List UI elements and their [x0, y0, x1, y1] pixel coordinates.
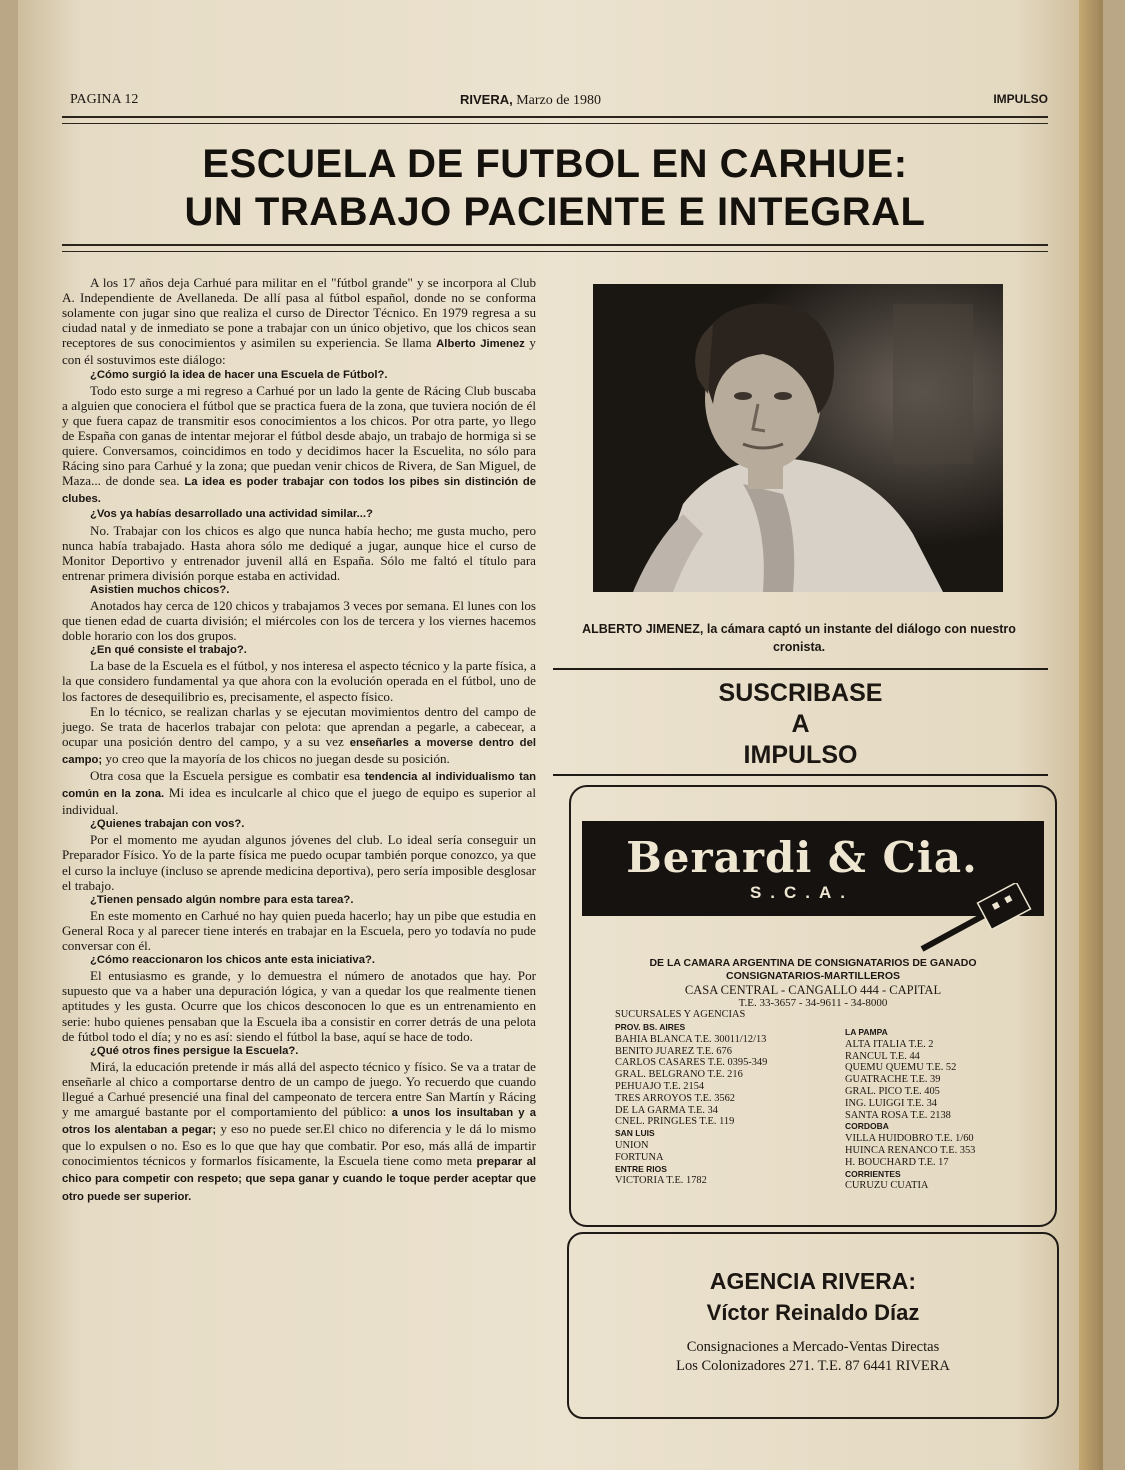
question: Asistien muchos chicos?.: [90, 583, 230, 596]
branch-entry: QUEMU QUEMU T.E. 52: [845, 1062, 957, 1074]
region-heading: CORDOBA: [845, 1121, 889, 1132]
photo-caption: [560, 620, 1038, 656]
branch-entry: BENITO JUAREZ T.E. 676: [615, 1045, 732, 1057]
divider: [553, 774, 1048, 776]
subscribe-line-2: A: [791, 710, 810, 738]
caption-name: ALBERTO JIMENEZ,: [582, 622, 704, 636]
paper-edge: [1079, 0, 1103, 1470]
region-heading: CORRIENTES: [845, 1168, 901, 1179]
branch-entry: DE LA GARMA T.E. 34: [615, 1104, 718, 1116]
answer-text: Otra cosa que la Escuela persigue es combatir esa: [90, 768, 361, 783]
question: ¿Vos ya habías desarrollado una actividad similar...?: [90, 508, 373, 521]
agency-details: [569, 1338, 1057, 1376]
branches-heading: SUCURSALES Y AGENCIAS: [615, 1009, 746, 1020]
branch-entry: VICTORIA T.E. 1782: [615, 1175, 707, 1187]
divider: [553, 668, 1048, 670]
portrait-photo: [593, 284, 1003, 592]
branch-entry: GUATRACHE T.E. 39: [845, 1074, 941, 1086]
branch-entry: CARLOS CASARES T.E. 0395-349: [615, 1057, 768, 1069]
agency-title: AGENCIA RIVERA:: [709, 1268, 917, 1294]
answer: La base de la Escuela es el fútbol, y nos interesa el aspecto técnico y la parte física, a la que considero fundamental ya que ahora con la evolución operada en el fútbol, uno de los factores de desequilibrio es, precisamente, el aspecto físico.: [62, 658, 536, 704]
answer-highlight: enseñarles a moverse dentro del campo;: [62, 736, 536, 766]
article-body: [62, 275, 536, 1205]
ad-line: DE LA CAMARA ARGENTINA DE CONSIGNATARIOS DE GANADO: [649, 957, 977, 969]
caption-text: la cámara captó un instante del diálogo con nuestro cronista.: [703, 622, 1016, 654]
agencia-rivera-advertisement: [567, 1232, 1059, 1419]
company-name: Berardi & Cia.: [626, 833, 978, 882]
agency-address: Los Colonizadores 271. T.E. 87 6441 RIVERA: [676, 1358, 950, 1374]
branch-entry: ING. LUIGGI T.E. 34: [845, 1097, 937, 1109]
article-paragraph: [62, 275, 536, 368]
masthead-dateline: [460, 92, 601, 109]
answer-highlight: a unos los insultaban y a otros los alentaban a pegar;: [62, 1107, 537, 1137]
branch-entry: SANTA ROSA T.E. 2138: [845, 1109, 951, 1121]
masthead: [70, 92, 1048, 112]
headline-line-1: ESCUELA DE FUTBOL EN CARHUE:: [202, 142, 908, 186]
answer-text: yo creo que la mayoría de los chicos no juegan desde su posición.: [102, 750, 450, 766]
answer: [62, 1059, 536, 1205]
subscribe-line-3: IMPULSO: [743, 741, 858, 769]
region-heading: ENTRE RIOS: [615, 1163, 667, 1174]
question: ¿Qué otros fines persigue la Escuela?.: [90, 1044, 299, 1057]
answer-highlight: La idea es poder trabajar con todos los pibes sin distinción de clubes.: [62, 476, 536, 506]
headline-rule: [62, 244, 1048, 252]
branch-entry: ALTA ITALIA T.E. 2: [845, 1038, 934, 1050]
answer-text: Mi idea es inculcarle al chico que el juego de equipo es superior al individual.: [62, 785, 537, 818]
subscribe-line-1: SUSCRIBASE: [718, 679, 883, 707]
ad-line: CONSIGNATARIOS-MARTILLEROS: [725, 970, 901, 982]
answer: [62, 383, 536, 508]
article-intro: A los 17 años deja Carhué para militar en el "fútbol grande" y se incorpora al Club A. Independiente de Avellaneda. De allí pasa al fútbol español, donde no se conforma solamente con jugar sino que realiza el curso de Director Técnico. En 1979 regresa a su ciudad natal y de inmediato se pone a trabajar con un único objetivo, que los chicos sean receptores de sus conocimientos y asimilen su experiencia. Se llama: [62, 275, 536, 351]
page-number: PAGINA 12: [70, 92, 139, 107]
answer: Por el momento me ayudan algunos jóvenes del club. Lo ideal sería conseguir un Preparador Físico. Yo de la parte física me puedo ocupar también porque conozco, ya que el curso la incluye (incluso se aprende medicina deportiva), pero sería imposible desglosar el trabajo.: [62, 832, 536, 893]
answer-highlight: preparar al chico para competir con respeto; que sepa ganar y cuando le toque perder aceptar que otro puede ser superior.: [62, 1156, 536, 1203]
answer: [62, 768, 536, 817]
branch-entry: TRES ARROYOS T.E. 3562: [615, 1092, 735, 1104]
branch-entry: VILLA HUIDOBRO T.E. 1/60: [845, 1133, 974, 1145]
gavel-icon: [912, 883, 1042, 953]
masthead-date: Marzo de 1980: [516, 93, 601, 108]
branch-entry: GRAL. PICO T.E. 405: [845, 1085, 940, 1097]
branch-entry: FORTUNA: [615, 1151, 664, 1163]
question: ¿En qué consiste el trabajo?.: [90, 644, 247, 657]
question: ¿Cómo reaccionaron los chicos ante esta iniciativa?.: [90, 954, 376, 967]
company-type: S.C.A.: [749, 883, 855, 902]
ad-address: CASA CENTRAL - CANGALLO 444 - CAPITAL: [684, 983, 942, 997]
branch-entry: UNION: [615, 1139, 649, 1151]
article-intro-end: y con él sostuvimos este diálogo:: [62, 335, 536, 368]
answer-text: y eso no puede ser.El chico no diferencia y le dá lo mismo que lo expulsen o no. Eso es lo que que hay que combatir. Por eso, más allá de impartir conocimientos técnicos y formarlos físicamente, la Escuela tiene como meta: [62, 1121, 536, 1169]
answer: En este momento en Carhué no hay quien pueda hacerlo; hay un pibe que estudia en General Roca y al parecer tiene interés en trabajar en la Escuela, pero yo todavía no pude conversar con él.: [62, 907, 536, 954]
berardi-advertisement: [569, 785, 1057, 1227]
branch-entry: CNEL. PRINGLES T.E. 119: [615, 1116, 735, 1128]
branch-entry: GRAL. BELGRANO T.E. 216: [615, 1069, 743, 1081]
branch-entry: CURUZU CUATIA: [845, 1180, 929, 1192]
ad-phones: T.E. 33-3657 - 34-9611 - 34-8000: [738, 997, 888, 1009]
answer-text: Todo esto surge a mi regreso a Carhué por un lado la gente de Rácing Club buscaba a alguien que conociera el fútbol que se practica fuera de la zona, que tuviera noción de él y que fuera capaz de transmitir esos conocimientos a los chicos. Por otra parte, yo llego de España con ganas de intentar mejorar el fútbol desde abajo, un trabajo de hormiga si se quiere. Conversamos, coincidimos en todo y decidimos hacer la Escuelita, no sólo para Rácing sino para Carhué y la zona; que puedan venir chicos de Rivera, de San Miguel, de Maza... de donde sea.: [62, 382, 536, 489]
berardi-logo: [582, 821, 1044, 916]
agency-services: Consignaciones a Mercado-Ventas Directas: [686, 1339, 940, 1355]
branches-right-column: [845, 1027, 975, 1192]
interviewee-name: Alberto Jimenez: [436, 338, 525, 351]
answer-text: Mirá, la educación pretende ir más allá del aspecto técnico y físico. Se va a tratar de enseñarle al chico a comportarse dentro de un campo de juego. Yo recuerdo que cuando llegué a Carhué presencié una final del campeonato de tercera entre San Martín y Rácing y me amargué bastante por el comportamiento del público:: [62, 1058, 536, 1120]
headline-line-2: UN TRABAJO PACIENTE E INTEGRAL: [184, 190, 926, 234]
branch-entry: H. BOUCHARD T.E. 17: [845, 1156, 949, 1168]
agent-name: Víctor Reinaldo Díaz: [706, 1300, 920, 1325]
masthead-city: RIVERA,: [460, 92, 513, 107]
region-heading: LA PAMPA: [845, 1027, 888, 1037]
answer: [62, 704, 536, 768]
branch-entry: BAHIA BLANCA T.E. 30011/12/13: [615, 1033, 767, 1045]
branches-left-column: [615, 1022, 767, 1187]
branch-entry: RANCUL T.E. 44: [845, 1050, 920, 1062]
answer-highlight: tendencia al individualismo tan común en la zona.: [62, 771, 537, 801]
branch-entry: PEHUAJO T.E. 2154: [615, 1080, 705, 1092]
branch-entry: HUINCA RENANCO T.E. 353: [845, 1144, 976, 1156]
subscribe-banner: [553, 678, 1048, 771]
answer-text: En lo técnico, se realizan charlas y se ejecutan movimientos dentro del campo de juego. Se trata de hacerlos trabajar con pelota: que aprendan a pegarle, a cabecear, a ocupar una posición dentro del campo, y a su vez: [62, 703, 536, 749]
answer: Anotados hay cerca de 120 chicos y trabajamos 3 veces por semana. El lunes con los que tienen edad de cuarta división; el miércoles con los de tercera y los viernes hacemos doble horario con los dos grupos.: [62, 597, 536, 644]
answer: No. Trabajar con los chicos es algo que nunca había hecho; me gusta mucho, pero nunca había trabajado. Hasta ahora sólo me dediqué a jugar, aunque hice el curso de Monitor Deportivo y entrenador juvenil allá en España. Sólo me faltó el título para entrenar primera división porque estaba en actividad.: [62, 522, 536, 583]
headline: [62, 140, 1048, 236]
question: ¿Tienen pensado algún nombre para esta tarea?.: [90, 893, 354, 906]
region-heading: PROV. BS. AIRES: [615, 1022, 686, 1032]
question: ¿Cómo surgió la idea de hacer una Escuela de Fútbol?.: [90, 368, 388, 381]
paper-name: IMPULSO: [993, 92, 1048, 106]
question: ¿Quienes trabajan con vos?.: [90, 818, 245, 831]
portrait-illustration: [593, 284, 1003, 592]
masthead-rule: [62, 116, 1048, 124]
region-heading: SAN LUIS: [615, 1128, 655, 1139]
answer: El entusiasmo es grande, y lo demuestra el número de anotados que hay. Por supuesto que va a haber una depuración lógica, y van a quedar los que realmente tienen aptitudes y les gusta. Ocurre que los chicos desconocen lo que es un entrenamiento en serie: hubo quienes pensaban que la Escuela iba a consistir en correr detrás de una pelota de fútbol todo el día; y no es así: siendo el fútbol la base, aquí se hace de todo.: [62, 968, 536, 1044]
